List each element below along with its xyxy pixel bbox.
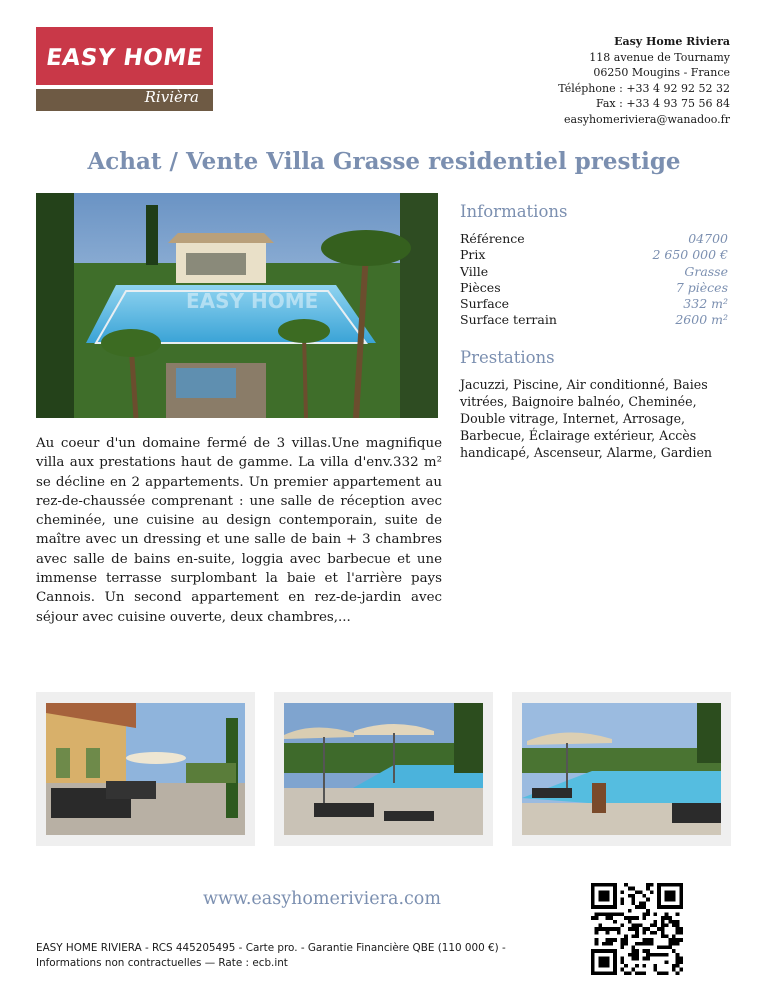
- thumbnail-pool-umbrellas: [274, 692, 493, 846]
- agency-contact: [558, 34, 730, 127]
- photo-watermark: EASY HOME: [186, 289, 319, 313]
- agency-phone: Téléphone : +33 4 92 92 52 32: [558, 81, 730, 95]
- agency-address: 118 avenue de Tournamy: [589, 50, 730, 64]
- info-value: Grasse: [684, 263, 728, 279]
- info-label: Prix: [460, 247, 486, 263]
- legal-line-1: EASY HOME RIVIERA - RCS 445205495 - Carte pro. - Garantie Financière QBE (110 000 €) -: [36, 942, 506, 954]
- info-value: 7 pièces: [675, 279, 728, 295]
- info-value: 2 650 000 €: [652, 247, 728, 263]
- pool-umbrellas-image: [284, 703, 483, 835]
- legal-line-2: Informations non contractuelles — Rate : ecb.int: [36, 956, 288, 969]
- thumbnail-pool-view: [512, 692, 731, 846]
- info-label: Référence: [460, 231, 525, 246]
- terrace-image: [46, 703, 245, 835]
- logo-subtitle: Rivièra: [144, 88, 199, 106]
- legal-footer: [36, 941, 506, 970]
- agency-email: easyhomeriviera@wanadoo.fr: [564, 112, 730, 126]
- agency-name: Easy Home Riviera: [614, 35, 730, 48]
- pool-villa-image: [36, 193, 438, 418]
- agency-city: 06250 Mougins - France: [593, 66, 730, 79]
- info-row: [460, 312, 728, 328]
- property-description: Au coeur d'un domaine fermé de 3 villas.Une magnifique villa aux prestations haut de gamme. La villa d'env.332 m² se décline en 2 appartements. Un premier appartement au rez-de-chaussée comprenant : une salle de réception avec cheminée, une cuisine au design contemporain, suite de maître avec un dressing et une salle de bain + 3 chambres avec salle de bains en-suite, loggia avec barbecue et une immense terrasse surplombant la baie et l'arrière pays Cannois. Un second appartement en rez-de-jardin avec séjour avec cuisine ouverte, deux chambres,...: [36, 436, 442, 625]
- informations-table: [460, 231, 728, 329]
- info-row: [460, 264, 728, 280]
- prestations-section: [460, 348, 732, 461]
- info-label: Surface: [460, 296, 510, 312]
- agency-fax: Fax : +33 4 93 75 56 84: [595, 97, 730, 110]
- info-value: 04700: [688, 231, 728, 246]
- qr-code: [591, 883, 683, 975]
- informations-section: [460, 202, 728, 329]
- logo-wordmark: EASY HOME: [44, 45, 205, 71]
- info-row: [460, 247, 728, 263]
- informations-heading: Informations: [460, 202, 568, 221]
- thumbnail-terrace: [36, 692, 255, 846]
- info-label: Pièces: [460, 279, 501, 295]
- info-row: [460, 280, 728, 296]
- info-row: [460, 231, 728, 247]
- page-title: Achat / Vente Villa Grasse residentiel prestige: [87, 148, 681, 175]
- website-link[interactable]: www.easyhomeriviera.com: [203, 889, 441, 909]
- pool-view-image: [522, 703, 721, 835]
- prestations-heading: Prestations: [460, 348, 555, 367]
- info-label: Surface terrain: [460, 312, 557, 328]
- info-row: [460, 296, 728, 312]
- prestations-list: Jacuzzi, Piscine, Air conditionné, Baies vitrées, Baignoire balnéo, Cheminée, Double vitrage, Internet, Arrosage, Barbecue, Éclairage extérieur, Accès handicapé, Ascenseur, Alarme, Gardien: [460, 377, 713, 460]
- info-label: Ville: [460, 263, 489, 279]
- info-value: 332 m²: [683, 296, 728, 312]
- main-photo: [36, 193, 438, 418]
- company-logo: [36, 27, 213, 111]
- info-value: 2600 m²: [675, 312, 728, 328]
